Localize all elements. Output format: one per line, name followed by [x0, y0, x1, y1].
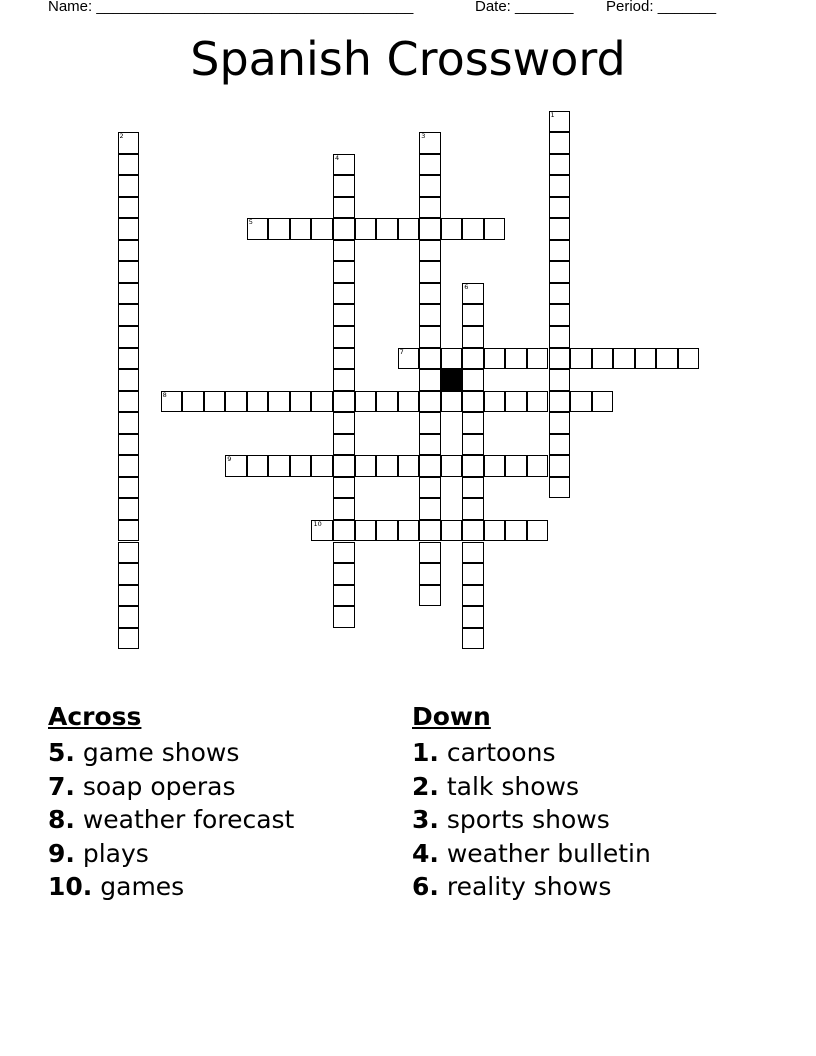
crossword-cell[interactable]	[118, 369, 140, 391]
crossword-cell[interactable]	[527, 455, 549, 477]
crossword-cell[interactable]	[225, 455, 247, 477]
crossword-cell[interactable]	[484, 218, 506, 240]
crossword-cell[interactable]	[549, 261, 571, 283]
crossword-cell[interactable]	[419, 542, 441, 564]
crossword-cell[interactable]	[376, 391, 398, 413]
crossword-cell[interactable]	[635, 348, 657, 370]
crossword-cell[interactable]	[398, 455, 420, 477]
crossword-cell[interactable]	[462, 434, 484, 456]
crossword-cell[interactable]	[505, 520, 527, 542]
crossword-cell[interactable]	[333, 563, 355, 585]
crossword-cell[interactable]	[118, 455, 140, 477]
crossword-cell[interactable]	[118, 326, 140, 348]
crossword-cell[interactable]	[462, 498, 484, 520]
crossword-cell[interactable]	[355, 218, 377, 240]
crossword-cell[interactable]	[118, 218, 140, 240]
crossword-cell[interactable]	[527, 348, 549, 370]
clue-number: 3	[421, 132, 426, 141]
crossword-cell[interactable]	[333, 477, 355, 499]
clue-number: 4	[335, 153, 340, 162]
crossword-cell[interactable]	[333, 261, 355, 283]
crossword-cell[interactable]	[355, 455, 377, 477]
crossword-cell[interactable]	[505, 455, 527, 477]
crossword-cell[interactable]	[441, 391, 463, 413]
crossword-cell[interactable]	[419, 348, 441, 370]
crossword-cell[interactable]	[549, 111, 571, 133]
crossword-cell[interactable]	[549, 132, 571, 154]
period-field[interactable]: Period: _______	[606, 0, 717, 15]
crossword-cell[interactable]	[441, 520, 463, 542]
crossword-cell[interactable]	[376, 455, 398, 477]
crossword-cell[interactable]	[462, 369, 484, 391]
crossword-cell[interactable]	[462, 391, 484, 413]
crossword-cell[interactable]	[247, 391, 269, 413]
crossword-cell[interactable]	[290, 455, 312, 477]
crossword-cell[interactable]	[376, 520, 398, 542]
across-clue: 10. games	[48, 872, 185, 901]
crossword-cell[interactable]	[462, 218, 484, 240]
crossword-cell[interactable]	[398, 348, 420, 370]
date-field[interactable]: Date: _______	[475, 0, 574, 15]
crossword-cell[interactable]	[333, 498, 355, 520]
crossword-cell[interactable]	[570, 348, 592, 370]
crossword-cell[interactable]	[333, 542, 355, 564]
crossword-cell[interactable]	[161, 391, 183, 413]
crossword-cell[interactable]	[462, 606, 484, 628]
crossword-cell[interactable]	[333, 348, 355, 370]
crossword-cell[interactable]	[118, 175, 140, 197]
crossword-cell[interactable]	[118, 197, 140, 219]
crossword-cell[interactable]	[118, 132, 140, 154]
crossword-cell[interactable]	[398, 520, 420, 542]
clue-number: 5	[248, 218, 253, 227]
crossword-cell[interactable]	[441, 348, 463, 370]
crossword-cell[interactable]	[527, 391, 549, 413]
crossword-cell[interactable]	[118, 261, 140, 283]
crossword-cell[interactable]	[419, 326, 441, 348]
clue-number: 1	[550, 110, 555, 119]
crossword-cell[interactable]	[462, 283, 484, 305]
down-clue: 4. weather bulletin	[412, 838, 651, 868]
crossword-cell[interactable]	[419, 434, 441, 456]
crossword-block	[441, 369, 463, 391]
crossword-cell[interactable]	[398, 391, 420, 413]
clue-number: 6	[464, 282, 469, 291]
crossword-cell[interactable]	[462, 585, 484, 607]
crossword-cell[interactable]	[462, 412, 484, 434]
crossword-cell[interactable]	[333, 326, 355, 348]
crossword-cell[interactable]	[333, 455, 355, 477]
crossword-cell[interactable]	[118, 412, 140, 434]
crossword-cell[interactable]	[484, 520, 506, 542]
crossword-cell[interactable]	[311, 391, 333, 413]
crossword-cell[interactable]	[549, 175, 571, 197]
crossword-cell[interactable]	[118, 542, 140, 564]
down-clue: 2. talk shows	[412, 771, 579, 801]
crossword-cell[interactable]	[656, 348, 678, 370]
crossword-cell[interactable]	[419, 261, 441, 283]
crossword-cell[interactable]	[419, 197, 441, 219]
crossword-cell[interactable]	[484, 391, 506, 413]
crossword-cell[interactable]	[118, 240, 140, 262]
crossword-cell[interactable]	[549, 455, 571, 477]
crossword-cell[interactable]	[419, 585, 441, 607]
crossword-cell[interactable]	[462, 348, 484, 370]
crossword-cell[interactable]	[505, 391, 527, 413]
crossword-cell[interactable]	[268, 455, 290, 477]
crossword-cell[interactable]	[419, 498, 441, 520]
crossword-cell[interactable]	[549, 326, 571, 348]
crossword-cell[interactable]	[462, 628, 484, 650]
crossword-cell[interactable]	[441, 455, 463, 477]
crossword-cell[interactable]	[419, 520, 441, 542]
crossword-cell[interactable]	[268, 218, 290, 240]
crossword-cell[interactable]	[592, 391, 614, 413]
crossword-cell[interactable]	[247, 455, 269, 477]
crossword-cell[interactable]	[290, 218, 312, 240]
crossword-cell[interactable]	[333, 218, 355, 240]
crossword-cell[interactable]	[505, 348, 527, 370]
crossword-cell[interactable]	[247, 218, 269, 240]
crossword-cell[interactable]	[311, 455, 333, 477]
crossword-cell[interactable]	[333, 606, 355, 628]
crossword-cell[interactable]	[462, 542, 484, 564]
clue-number: 8	[162, 390, 167, 399]
crossword-cell[interactable]	[419, 175, 441, 197]
crossword-cell[interactable]	[333, 520, 355, 542]
across-clue: 9. plays	[48, 838, 149, 868]
across-clue: 8. weather forecast	[48, 805, 295, 834]
crossword-cell[interactable]	[462, 563, 484, 585]
crossword-cell[interactable]	[290, 391, 312, 413]
across-clues	[48, 700, 294, 904]
crossword-cell[interactable]	[333, 197, 355, 219]
crossword-cell[interactable]	[549, 240, 571, 262]
crossword-cell[interactable]	[549, 218, 571, 240]
crossword-cell[interactable]	[333, 434, 355, 456]
crossword-cell[interactable]	[419, 132, 441, 154]
crossword-cell[interactable]	[333, 391, 355, 413]
crossword-cell[interactable]	[484, 455, 506, 477]
crossword-cell[interactable]	[398, 218, 420, 240]
crossword-cell[interactable]	[419, 154, 441, 176]
crossword-cell[interactable]	[549, 304, 571, 326]
crossword-cell[interactable]	[549, 154, 571, 176]
crossword-cell[interactable]	[333, 283, 355, 305]
crossword-cell[interactable]	[118, 283, 140, 305]
crossword-cell[interactable]	[333, 585, 355, 607]
clue-number: 10	[313, 519, 322, 528]
crossword-cell[interactable]	[225, 391, 247, 413]
crossword-cell[interactable]	[419, 563, 441, 585]
across-clue: 7. soap operas	[48, 771, 236, 801]
crossword-cell[interactable]	[462, 477, 484, 499]
clue-number: 7	[399, 347, 404, 356]
crossword-cell[interactable]	[333, 154, 355, 176]
crossword-cell[interactable]	[333, 175, 355, 197]
crossword-cell[interactable]	[613, 348, 635, 370]
crossword-cell[interactable]	[333, 412, 355, 434]
page-title: Spanish Crossword	[190, 32, 626, 86]
crossword-cell[interactable]	[484, 348, 506, 370]
crossword-cell[interactable]	[355, 520, 377, 542]
crossword-cell[interactable]	[549, 434, 571, 456]
crossword-cell[interactable]	[570, 391, 592, 413]
crossword-cell[interactable]	[333, 304, 355, 326]
crossword-cell[interactable]	[355, 391, 377, 413]
crossword-cell[interactable]	[118, 434, 140, 456]
down-heading: Down	[412, 702, 491, 731]
crossword-cell[interactable]	[462, 520, 484, 542]
crossword-cell[interactable]	[549, 197, 571, 219]
crossword-cell[interactable]	[182, 391, 204, 413]
crossword-cell[interactable]	[419, 369, 441, 391]
crossword-cell[interactable]	[419, 455, 441, 477]
down-clues	[412, 700, 651, 904]
crossword-cell[interactable]	[527, 520, 549, 542]
clue-number: 2	[119, 132, 124, 141]
crossword-cell[interactable]	[118, 606, 140, 628]
crossword-cell[interactable]	[549, 369, 571, 391]
clue-number: 9	[227, 455, 232, 464]
crossword-cell[interactable]	[462, 326, 484, 348]
crossword-cell[interactable]	[462, 455, 484, 477]
crossword-cell[interactable]	[549, 283, 571, 305]
down-clue: 3. sports shows	[412, 805, 610, 834]
crossword-cell[interactable]	[118, 304, 140, 326]
crossword-cell[interactable]	[419, 304, 441, 326]
crossword-cell[interactable]	[678, 348, 700, 370]
crossword-cell[interactable]	[311, 218, 333, 240]
crossword-cell[interactable]	[419, 412, 441, 434]
crossword-cell[interactable]	[268, 391, 290, 413]
down-clue: 6. reality shows	[412, 872, 612, 901]
crossword-cell[interactable]	[549, 391, 571, 413]
crossword-cell[interactable]	[118, 391, 140, 413]
crossword-cell[interactable]	[204, 391, 226, 413]
crossword-cell[interactable]	[419, 218, 441, 240]
crossword-cell[interactable]	[333, 240, 355, 262]
crossword-cell[interactable]	[419, 283, 441, 305]
crossword-cell[interactable]	[462, 304, 484, 326]
across-clue: 5. game shows	[48, 738, 240, 767]
crossword-cell[interactable]	[311, 520, 333, 542]
crossword-cell[interactable]	[118, 585, 140, 607]
across-heading: Across	[48, 702, 142, 731]
crossword-cell[interactable]	[592, 348, 614, 370]
crossword-cell[interactable]	[118, 520, 140, 542]
crossword-cell[interactable]	[118, 348, 140, 370]
crossword-cell[interactable]	[118, 628, 140, 650]
crossword-cell[interactable]	[376, 218, 398, 240]
crossword-cell[interactable]	[118, 477, 140, 499]
crossword-cell[interactable]	[118, 563, 140, 585]
crossword-cell[interactable]	[118, 154, 140, 176]
crossword-cell[interactable]	[419, 391, 441, 413]
crossword-cell[interactable]	[419, 477, 441, 499]
crossword-cell[interactable]	[549, 477, 571, 499]
crossword-cell[interactable]	[441, 218, 463, 240]
crossword-cell[interactable]	[419, 240, 441, 262]
name-field[interactable]: Name: ______________________________________	[48, 0, 414, 15]
crossword-cell[interactable]	[549, 348, 571, 370]
crossword-cell[interactable]	[333, 369, 355, 391]
crossword-cell[interactable]	[118, 498, 140, 520]
down-clue: 1. cartoons	[412, 738, 556, 767]
crossword-cell[interactable]	[549, 412, 571, 434]
